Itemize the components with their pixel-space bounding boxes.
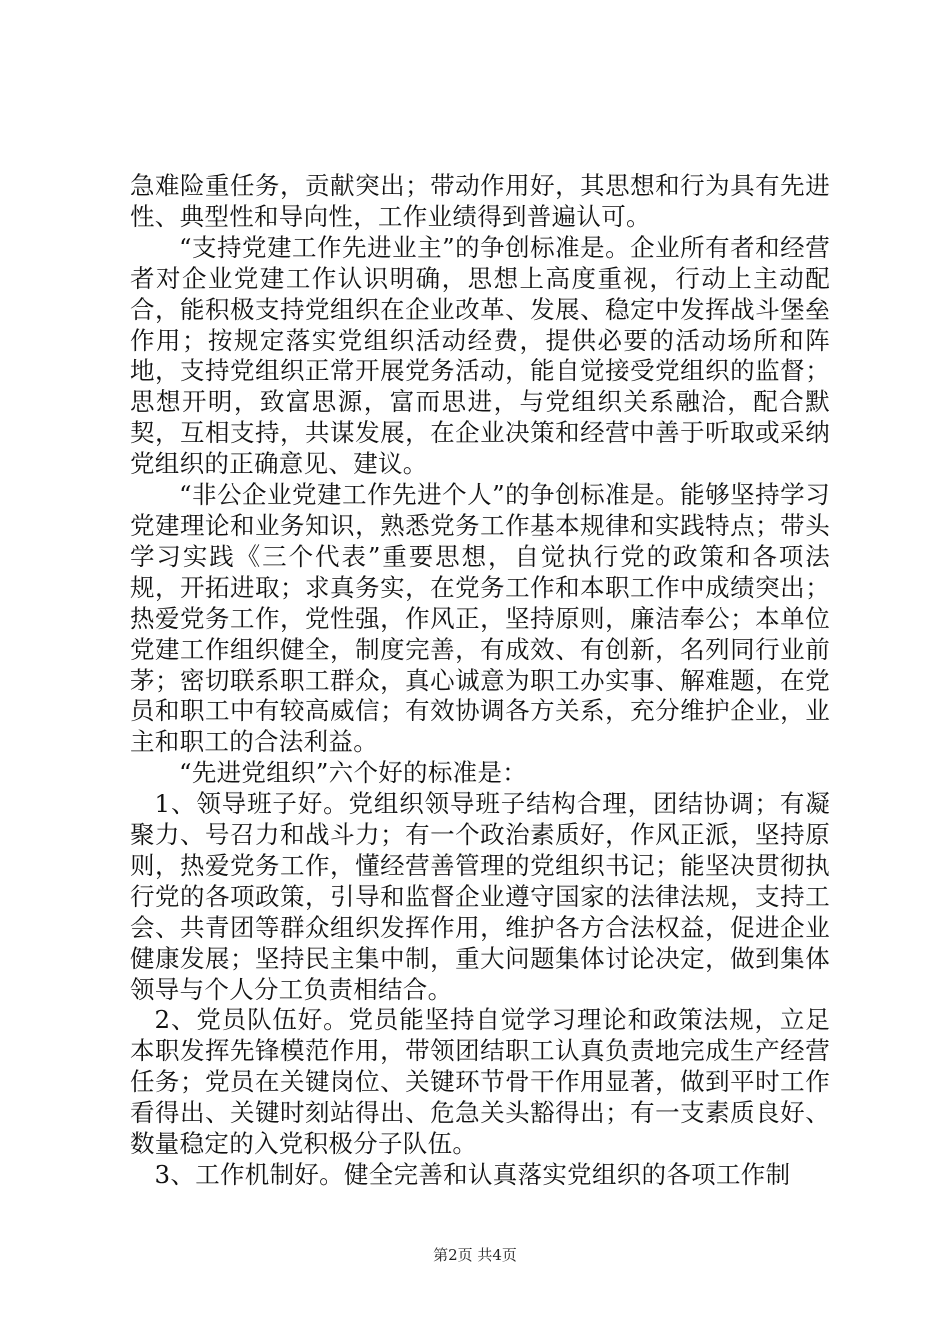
paragraph: 2、党员队伍好。党员能坚持自觉学习理论和政策法规，立足本职发挥先锋模范作用，带领团结职工认真负责地完成生产经营任务；党员在关键岗位、关键环节骨干作用显著，做到平时工作看得出、关键时刻站得出、危急关头豁得出；有一支素质良好、数量稳定的入党积极分子队伍。 [130,1005,830,1159]
paragraph: 急难险重任务，贡献突出；带动作用好，其思想和行为具有先进性、典型性和导向性，工作业绩得到普遍认可。 [130,171,830,231]
paragraph: “支持党建工作先进业主”的争创标准是。企业所有者和经营者对企业党建工作认识明确，思想上高度重视，行动上主动配合，能积极支持党组织在企业改革、发展、稳定中发挥战斗堡垒作用；按规定落实党组织活动经费，提供必要的活动场所和阵地，支持党组织正常开展党务活动，能自觉接受党组织的监督；思想开明，致富思源，富而思进，与党组织关系融洽，配合默契，互相支持，共谋发展，在企业决策和经营中善于听取或采纳党组织的正确意见、建议。 [130,232,830,479]
page-number-footer: 第2页 共4页 [433,1246,517,1264]
paragraph: 3、工作机制好。健全完善和认真落实党组织的各项工作制 [154,1160,791,1189]
paragraph: 1、领导班子好。党组织领导班子结构合理，团结协调；有凝聚力、号召力和战斗力；有一个政治素质好，作风正派，坚持原则，热爱党务工作，懂经营善管理的党组织书记；能坚决贯彻执行党的各项政策，引导和监督企业遵守国家的法律法规，支持工会、共青团等群众组织发挥作用，维护各方合法权益，促进企业健康发展；坚持民主集中制，重大问题集体讨论决定，做到集体领导与个人分工负责相结合。 [130,789,830,1004]
document-body [130,171,830,1191]
paragraph: “先进党组织”六个好的标准是： [179,758,528,788]
paragraph: “非公企业党建工作先进个人”的争创标准是。能够坚持学习党建理论和业务知识，熟悉党务工作基本规律和实践特点；带头学习实践《三个代表”重要思想，自觉执行党的政策和各项法规，开拓进取；求真务实，在党务工作和本职工作中成绩突出；热爱党务工作，党性强，作风正，坚持原则，廉洁奉公；本单位党建工作组织健全，制度完善，有成效、有创新，名列同行业前茅；密切联系职工群众，真心诚意为职工办实事、解难题，在党员和职工中有较高威信；有效协调各方关系，充分维护企业，业主和职工的合法利益。 [130,480,830,757]
